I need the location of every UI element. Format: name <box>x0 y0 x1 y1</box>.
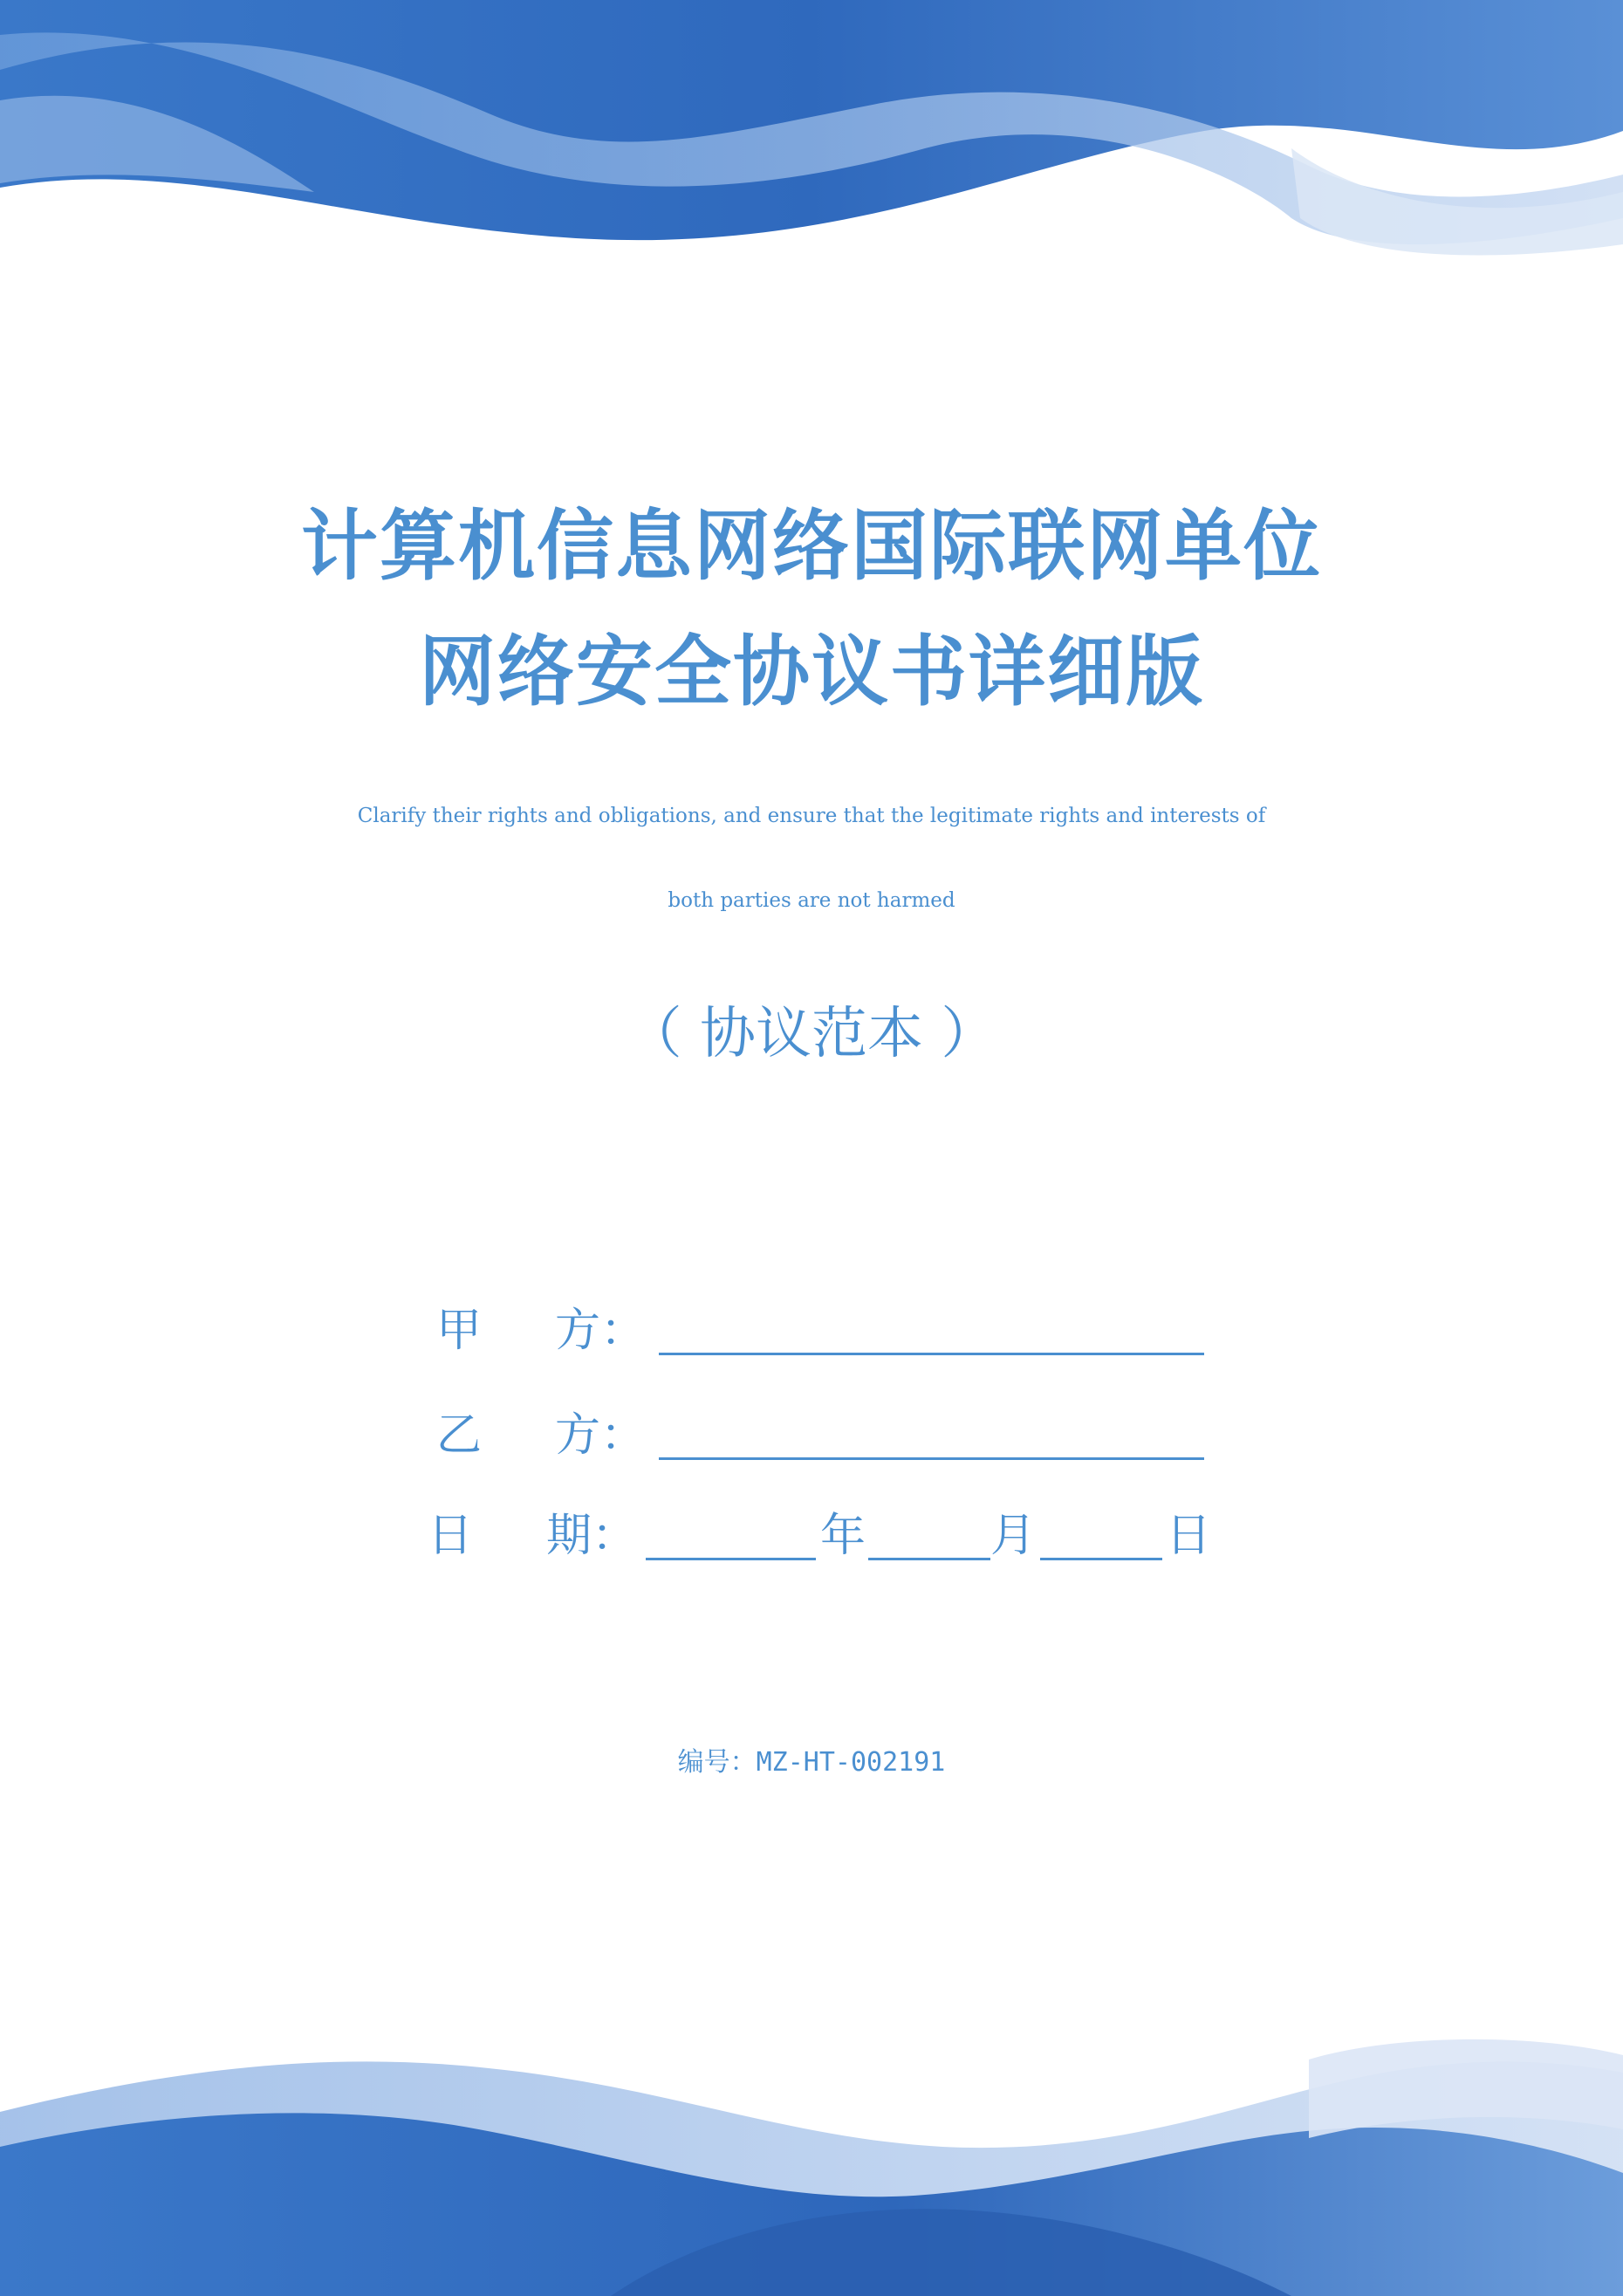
date-day-label: 日 <box>1166 1510 1212 1562</box>
date-month-blank[interactable] <box>868 1558 990 1560</box>
party-a-blank-line[interactable] <box>659 1353 1204 1355</box>
date-label-char2: 期： <box>546 1510 638 1562</box>
party-b-blank-line[interactable] <box>659 1457 1204 1460</box>
document-title-line-2: 网络安全协议书详细版 <box>418 627 1204 716</box>
party-a-label-char1: 甲 <box>436 1305 483 1357</box>
party-a-label-char2: 方： <box>555 1305 647 1357</box>
party-b-field <box>0 1405 1623 1466</box>
party-a-field <box>0 1300 1623 1361</box>
date-label-char1: 日 <box>428 1510 474 1562</box>
subtitle-line-1: Clarify their rights and obligations, and ensure that the legitimate rights and interests of <box>357 805 1266 827</box>
party-b-label-char2: 方： <box>555 1409 647 1462</box>
date-month-label: 月 <box>990 1510 1037 1562</box>
date-year-label: 年 <box>820 1510 866 1562</box>
subtitle-line-2: both parties are not harmed <box>668 889 955 912</box>
date-field <box>0 1505 1623 1566</box>
date-year-blank[interactable] <box>646 1558 816 1560</box>
document-type-label: （ 协议范本 ） <box>626 1002 997 1066</box>
date-day-blank[interactable] <box>1040 1558 1162 1560</box>
document-number: 编号：MZ-HT-002191 <box>677 1747 946 1778</box>
document-title-line-1: 计算机信息网络国际联网单位 <box>300 501 1322 591</box>
bottom-wave-decoration <box>0 2007 1623 2296</box>
top-wave-decoration <box>0 0 1623 288</box>
party-b-label-char1: 乙 <box>436 1409 483 1462</box>
